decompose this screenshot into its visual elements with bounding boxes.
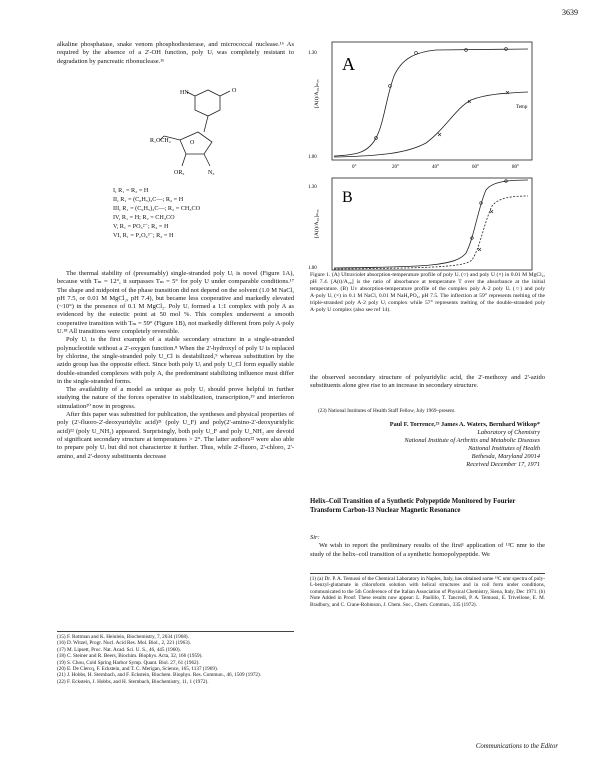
paragraph-thermal-stability: The thermal stability of (presumably) single-stranded poly Uᵢ is novel (Figure 1A), because with Tₘ = 12°, it surpasses Tₘ = 5° for poly U under comparable conditions.¹⁷ The shape and midpoint of the phase transition did not depend on the solvent (1.0 M NaCl, pH 7.5, or 0.01 M MgCl₂, pH 7.4), but became less cooperative and markedly elevated (~10°) in the presence of 0.1 M MgCl₂. Poly Uᵢ formed a 1:1 complex with poly A as evidenced by the eutectic point at 50 mol %. This complex underwent a smooth cooperative transition with Tₘ = 59° (Figure 1B), not markedly different from poly A·poly U.¹⁸ All transitions were completely reversible.: [57, 270, 294, 336]
reference: (21) J. Hobbs, H. Sternbach, and F. Eckstein, Biochem. Biophys. Res. Commun., 46, 1509 (1972).: [57, 672, 262, 679]
affiliation-line: Bethesda, Maryland 20014: [471, 453, 540, 460]
affiliation-line: Laboratory of Chemistry: [477, 429, 540, 436]
label-N3: N₃: [208, 170, 215, 176]
ref-divider: [57, 631, 294, 632]
label-O-top: O: [232, 88, 237, 94]
right-body: [310, 534, 545, 559]
salutation: Sir:: [310, 534, 320, 541]
reference: (20) E. De Clercq, F. Eckstein, and T. C. Merigan, Science, 165, 1137 (1969).: [57, 666, 218, 673]
panel-a-label: A: [342, 54, 355, 74]
reference: (15) F. Rottman and K. Heinlein, Biochemistry, 7, 2634 (1968).: [57, 634, 189, 640]
author-block: [310, 421, 540, 469]
uracil-ring: [195, 90, 220, 116]
panel-a-curve-poly-ui: [334, 49, 528, 156]
article-title: Helix–Coil Transition of a Synthetic Polypeptide Monitored by Fourier Transform Carbon-13 Nuclear Magnetic Resonance: [310, 498, 516, 514]
continuation-text: the observed secondary structure of polyuridylic acid, the 2'-methoxy and 2'-azido substituents alone give rise to an increase in secondary structure.: [310, 374, 545, 390]
substituent-item: V, R₁ = PO₃²⁻; R₂ = H: [113, 223, 169, 230]
left-references: [57, 634, 294, 685]
panel-a-point: [438, 133, 441, 136]
panel-a-ytick-bottom: 1.00: [308, 155, 317, 160]
panel-a-xtick: 80°: [512, 165, 519, 170]
panel-a-xtick: 60°: [472, 165, 479, 170]
affiliation-line: National Institutes of Health: [468, 445, 540, 452]
right-continuation: [310, 374, 545, 391]
affiliation-line: National Institute of Arthritis and Metabolic Diseases: [404, 437, 540, 444]
reference: (18) C. Steiner and R. Beers, Biochim. Biophys. Acta, 32, 166 (1959).: [57, 653, 203, 660]
right-ref-divider: [310, 573, 545, 574]
label-HN: HN: [180, 90, 189, 96]
received-date: Received December 17, 1971: [466, 461, 540, 468]
panel-a-xtick: 20°: [392, 165, 399, 170]
paragraph-after-submission: After this paper was submitted for publication, the syntheses and physical properties of poly (2'-fluoro-2'-deoxyuridylic acid)²¹ (poly U_F) and poly(2'-amino-2'-deoxyuridylic acid)²² (poly U_NH₂) appeared. Surprisingly, both poly U_F and poly U_NH₂ are devoid of significant secondary structure at temperatures > 2°. The latter authors²² were also able to prepare poly Uᵢ but did not characterize it further. Thus, while 2'-fluoro, 2'-chloro, 2'-amino, and 2'-deoxy substituents decrease: [57, 411, 294, 460]
panel-b-point: [490, 210, 493, 213]
author-names: Paul F. Torrence,²³ James A. Waters, Bernhard Witkop*: [389, 421, 540, 428]
panel-b-ytick-bottom: 1.00: [308, 266, 317, 271]
reference: (19) S. Chou, Cold Spring Harbor Symp. Quant. Biol. 27, 61 (1962).: [57, 659, 200, 666]
figure-caption: Figure 1. (A) Ultraviolet absorption-temperature profile of poly Uᵢ (○) and poly U (×) in 0.01 M MgCl₂, pH 7.4. [A(t)/A₂₀] is the ratio of absorbance at temperature T over the absorbance at the initial temperature. (B) Uv absorption-temperature profile of the complex poly A·2 poly Uᵢ (○) and poly A·poly Uᵢ (×) in 0.1 M NaCl, 0.01 M NaH₂PO₄, pH 7.5. The inflection at 59° represents melting of the triple-stranded poly A·2 poly Uᵢ complex while 57° represents melting of the double-stranded poly A·poly U complex (also see ref 14).: [310, 272, 545, 313]
panel-b-label: B: [342, 189, 353, 206]
panel-b-frame: [332, 178, 532, 270]
figure-1: [306, 38, 546, 276]
panel-a-ytick-top: 1.30: [308, 51, 317, 56]
panel-a-frame: [332, 42, 532, 160]
left-body: [57, 270, 294, 461]
paragraph-first-example: Poly Uᵢ is the first example of a stable secondary structure in a single-stranded polynucleotide without a 2'-oxygen function.⁸ When the 2'-hydroxyl of poly U is replaced by chlorine, the single-stranded poly U_Cl is destabilized,⁹ whereas substitution by the azido group has the opposite effect. Since both poly Uᵢ and poly U_Cl form equally stable double-stranded complexes with poly A, the predominant stabilizing influence must differ in the single-stranded forms.: [57, 336, 294, 385]
panel-b-curve-triple: [334, 180, 528, 268]
panel-b-curve-double: [334, 196, 528, 269]
panel-a-xtick: 0°: [352, 165, 357, 170]
reference: (1) (a) Dr. P. A. Temussi of the Chemical Laboratory in Naples, Italy, has obtained some ¹³C nmr spectra of poly-L-benzyl-glutamate in chloroform solution with helical structures and in coil form under conditions, communicated to the 5th Conference of the Italian Association of Physical Chemistry, Siena, Italy, Dec 1971. (b) Note Added in Proof: These results now appear: L. Paolillo, T. Tancredi, P. A. Temussi, E. Trivellone, E. M. Bradbury, and C. Crane-Robinson, J. Chem. Soc., Chem. Commun., 335 (1972).: [310, 576, 545, 608]
panel-a-curve-poly-u: [334, 92, 528, 157]
body-text: We wish to report the preliminary results of the first¹ application of ¹³C nmr to the study of the helix–coil transition of a synthetic homopolypeptide. We: [310, 542, 545, 558]
nucleoside-structure-drawing: [120, 82, 270, 182]
reference: (17) M. Lipsett, Proc. Nat. Acad. Sci. U. S., 46, 445 (1960).: [57, 646, 181, 653]
substituent-item: VI, R₁ = P₂O₆³⁻; R₂ = H: [113, 232, 174, 239]
intro-text: alkaline phosphatase, snake venom phosphodiesterase, and micrococcal nuclease.¹⁶ As required by the absence of a 2'-OH function, poly Uᵢ was completely resistant to degradation by pancreatic ribonuclease.¹⁶: [57, 41, 294, 65]
paragraph-model: The availability of a model as unique as poly Uᵢ should prove helpful in further studying the nature of the forces operative in stabilization, transcription,¹⁹ and interferon stimulation²⁰ now in progress.: [57, 386, 294, 410]
label-ring-O: O: [190, 140, 195, 146]
xlabel: Temp: [516, 105, 528, 110]
reference: (22) F. Eckstein, J. Hobbs, and H. Sternbach, Biochemistry, 11, 1 (1972).: [57, 678, 209, 685]
panel-a-xtick: 40°: [432, 165, 439, 170]
substituent-item: I, R₁ = R₂ = H: [113, 187, 149, 194]
reference: (16) D. Witzel, Progr. Nucl. Acid Res. Mol. Biol., 2, 221 (1963).: [57, 640, 191, 647]
panel-a-ylabel: [A(t)/A₂₀]ₘₐₓ: [314, 79, 320, 108]
intro-paragraph: [57, 41, 294, 66]
footnote-23: (23) National Institutes of Health Staff Fellow, July 1969–present.: [318, 408, 456, 414]
label-R1OCH2: R₁OCH₂: [150, 138, 171, 144]
substituent-item: III, R₁ = (C₆H₅)₃C—; R₂ = CH₃CO: [113, 205, 201, 212]
panel-b-ylabel: [A(t)/A₂₀]ₘₐₓ: [314, 209, 320, 238]
right-references: [310, 576, 545, 608]
substituent-list: [113, 186, 293, 240]
sugar-ring: [180, 132, 212, 154]
panel-b-point: [478, 248, 481, 251]
page-number: 3639: [562, 8, 578, 17]
panel-b-ytick-top: 1.30: [308, 185, 317, 190]
journal-footer: Communications to the Editor: [475, 743, 558, 750]
substituent-item: II, R₁ = (C₆H₅)₃C—; R₂ = H: [113, 196, 184, 203]
substituent-item: IV, R₁ = H; R₂ = CH₃CO: [113, 214, 175, 221]
label-OR2: OR₂: [174, 170, 185, 176]
